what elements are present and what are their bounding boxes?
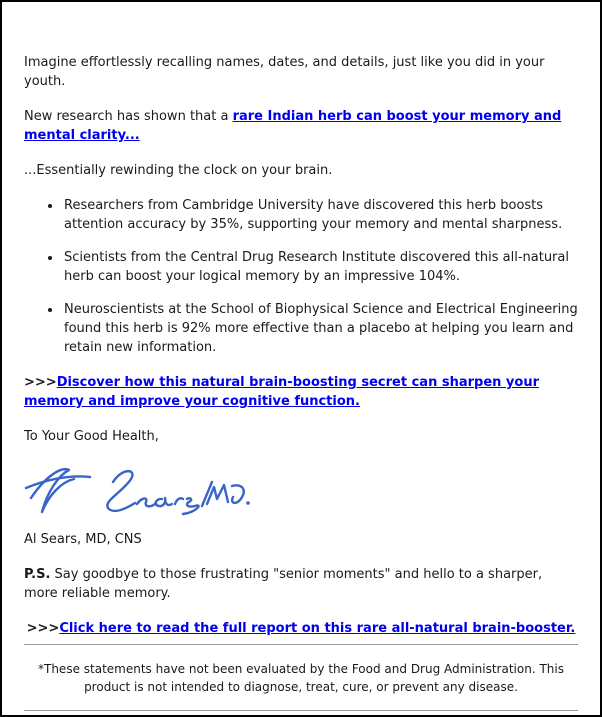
divider-top bbox=[24, 644, 578, 645]
closing-line: To Your Good Health, bbox=[24, 429, 159, 444]
herb-memory-link[interactable]: rare Indian herb can boost your memory and mental clarity... bbox=[24, 109, 562, 143]
signature-image bbox=[24, 462, 252, 518]
discover-cta bbox=[24, 373, 578, 411]
research-bullet-list bbox=[24, 196, 578, 357]
research-paragraph bbox=[24, 107, 578, 145]
fda-disclaimer: *These statements have not been evaluated by the Food and Drug Administration. This product is not intended to diagnose, treat, cure, or prevent any disease. bbox=[38, 662, 564, 694]
cta-arrows: >>> bbox=[24, 375, 57, 390]
signoff-line: Al Sears, MD, CNS bbox=[24, 532, 142, 547]
email-body bbox=[2, 2, 600, 711]
bullet-drug-research-institute: • Scientists from the Central Drug Research Institute discovered this all-natural herb can boost your logical memory by an impressive 104%. bbox=[62, 248, 578, 286]
report-cta bbox=[24, 619, 578, 638]
report-cta-arrows: >>> bbox=[26, 621, 60, 636]
ps-label: P.S. bbox=[24, 567, 51, 582]
discover-link[interactable]: Discover how this natural brain-boosting secret can sharpen your memory and improve your cognitive function. bbox=[24, 375, 540, 409]
ps-text: Say goodbye to those frustrating "senior moments" and hello to a sharper, more reliable memory. bbox=[24, 567, 543, 601]
divider-bottom bbox=[24, 710, 578, 711]
research-paragraph-text: New research has shown that a bbox=[24, 109, 233, 124]
full-report-link[interactable]: Click here to read the full report on this rare all-natural brain-booster. bbox=[59, 621, 576, 636]
rewind-paragraph: ...Essentially rewinding the clock on your brain. bbox=[24, 163, 333, 178]
bullet-cambridge: • Researchers from Cambridge University have discovered this herb boosts attention accuracy by 35%, supporting your memory and mental sharpness. bbox=[62, 196, 578, 234]
ps-paragraph bbox=[24, 565, 578, 603]
signature-block bbox=[24, 462, 578, 520]
intro-paragraph: Imagine effortlessly recalling names, dates, and details, just like you did in your youth. bbox=[24, 55, 545, 89]
bullet-neuroscientists: • Neuroscientists at the School of Biophysical Science and Electrical Engineering found this herb is 92% more effective than a placebo at helping you learn and retain new information. bbox=[62, 300, 578, 357]
